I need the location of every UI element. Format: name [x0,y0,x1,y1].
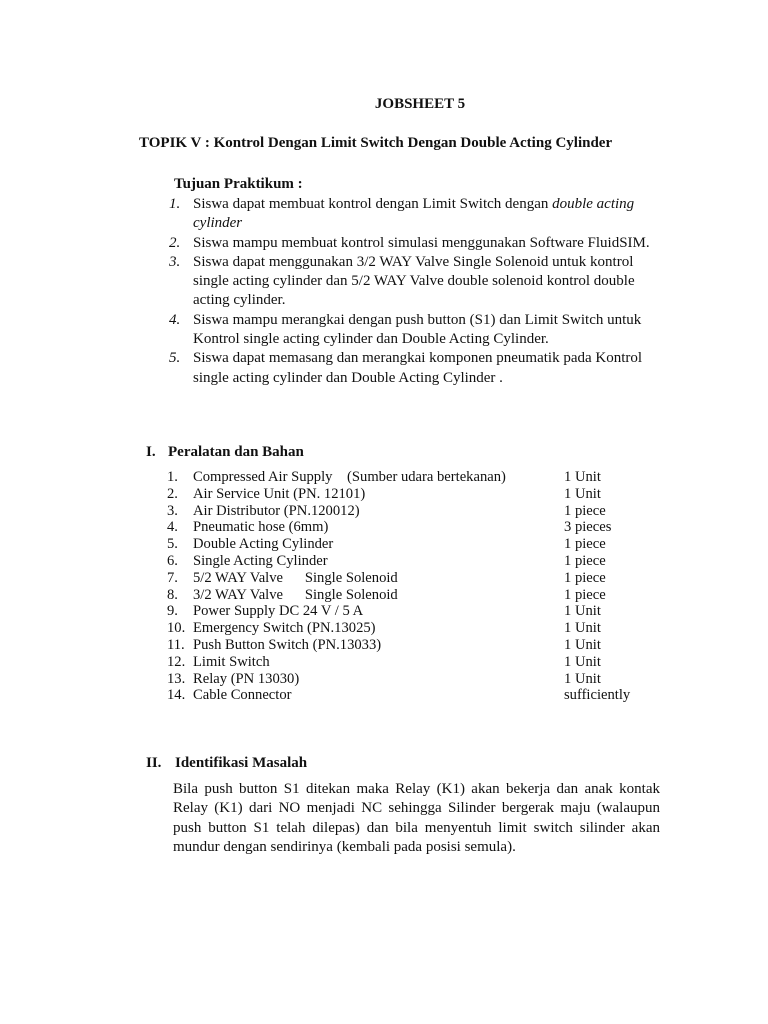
section-title: Identifikasi Masalah [175,755,308,771]
document-title: JOBSHEET 5 [374,96,466,112]
objective-number: 2. [169,234,181,251]
objective-text: Siswa mampu membuat kontrol simulasi menggunakan Software FluidSIM. [193,234,650,251]
equipment-row [167,671,647,688]
equipment-number: 14. [167,687,186,704]
equipment-quantity: 1 piece [564,569,606,586]
equipment-list [167,469,647,704]
equipment-name: Pneumatic hose (6mm) [193,519,329,536]
equipment-number: 4. [167,519,178,536]
equipment-row [167,519,647,536]
equipment-name: Emergency Switch (PN.13025) [193,620,376,637]
equipment-name: Single Acting Cylinder [193,552,328,569]
objective-item [166,253,666,311]
equipment-name: Compressed Air Supply (Sumber udara bertekanan) [193,469,506,485]
topic-heading: TOPIK V : Kontrol Dengan Limit Switch Dengan Double Acting Cylinder [139,135,613,151]
equipment-row [167,553,647,570]
equipment-row [167,637,647,654]
section-number: II. [146,755,162,771]
equipment-quantity: 1 Unit [564,670,601,687]
equipment-row [167,503,647,520]
equipment-name: 3/2 WAY Valve Single Solenoid [193,586,398,603]
equipment-name: Limit Switch [193,653,270,670]
objective-item [166,349,666,388]
equipment-quantity: 3 pieces [564,519,612,536]
equipment-quantity: 1 Unit [564,636,601,653]
objective-number: 3. [169,253,181,270]
equipment-row [167,486,647,503]
equipment-quantity: 1 Unit [564,620,601,637]
equipment-name: Air Distributor (PN.120012) [193,502,360,519]
equipment-number: 5. [167,536,178,553]
objective-text: Siswa dapat menggunakan 3/2 WAY Valve Single Solenoid untuk kontrol single acting cylinder dan 5/2 WAY Valve double solenoid kontrol double acting cylinder. [193,253,635,309]
equipment-number: 11. [167,636,185,653]
equipment-number: 12. [167,653,186,670]
objective-number: 1. [169,196,181,212]
section-heading-equipment [146,444,304,461]
equipment-number: 13. [167,670,186,687]
equipment-quantity: 1 Unit [564,603,601,620]
section-title: Peralatan dan Bahan [168,444,304,460]
objectives-heading: Tujuan Praktikum : [174,176,303,192]
objective-number: 4. [169,311,181,328]
equipment-quantity: sufficiently [564,687,631,704]
section-number: I. [146,444,156,460]
objective-item [166,234,666,253]
equipment-quantity: 1 Unit [564,469,601,485]
objective-item [166,195,666,234]
equipment-number: 8. [167,586,178,603]
equipment-number: 3. [167,502,178,519]
equipment-quantity: 1 piece [564,586,606,603]
equipment-number: 7. [167,569,178,586]
equipment-number: 2. [167,485,178,502]
equipment-name: Push Button Switch (PN.13033) [193,636,382,653]
equipment-number: 6. [167,552,178,569]
objective-number: 5. [169,350,181,367]
equipment-row [167,603,647,620]
equipment-row [167,536,647,553]
equipment-name: Double Acting Cylinder [193,536,334,553]
equipment-row [167,587,647,604]
equipment-name: Air Service Unit (PN. 12101) [193,485,366,502]
equipment-row [167,654,647,671]
equipment-quantity: 1 piece [564,536,606,553]
equipment-row [167,687,647,704]
equipment-row [167,620,647,637]
equipment-row [167,570,647,587]
objective-text: Siswa mampu merangkai dengan push button (S1) dan Limit Switch untuk Kontrol single acting cylinder dan Double Acting Cylinder. [193,311,642,348]
objective-text: Siswa dapat membuat kontrol dengan Limit Switch dengan [193,196,553,212]
equipment-name: Power Supply DC 24 V / 5 A [193,603,364,620]
objective-text: Siswa dapat memasang dan merangkai komponen pneumatik pada Kontrol single acting cylinder dan Double Acting Cylinder . [193,350,643,386]
equipment-quantity: 1 piece [564,502,606,519]
equipment-quantity: 1 Unit [564,653,601,670]
equipment-number: 1. [167,469,178,485]
equipment-number: 9. [167,603,178,620]
equipment-name: 5/2 WAY Valve Single Solenoid [193,569,398,586]
equipment-quantity: 1 Unit [564,485,601,502]
equipment-quantity: 1 piece [564,552,606,569]
equipment-name: Cable Connector [193,687,292,704]
section-heading-problem [146,755,307,772]
objective-italic-text: double acting cylinder [193,196,635,232]
equipment-number: 10. [167,620,186,637]
problem-paragraph: Bila push button S1 ditekan maka Relay (K1) akan bekerja dan anak kontak Relay (K1) dari NO menjadi NC sehingga Silinder bergerak maju (walaupun push button S1 telah dilepas) dan bila menyentuh limit switch silinder akan mundur dengan sendirinya (kembali pada posisi semula). [173,781,660,855]
equipment-row [167,469,647,486]
objective-item [166,311,666,350]
equipment-name: Relay (PN 13030) [193,670,300,687]
objectives-list [166,195,666,388]
